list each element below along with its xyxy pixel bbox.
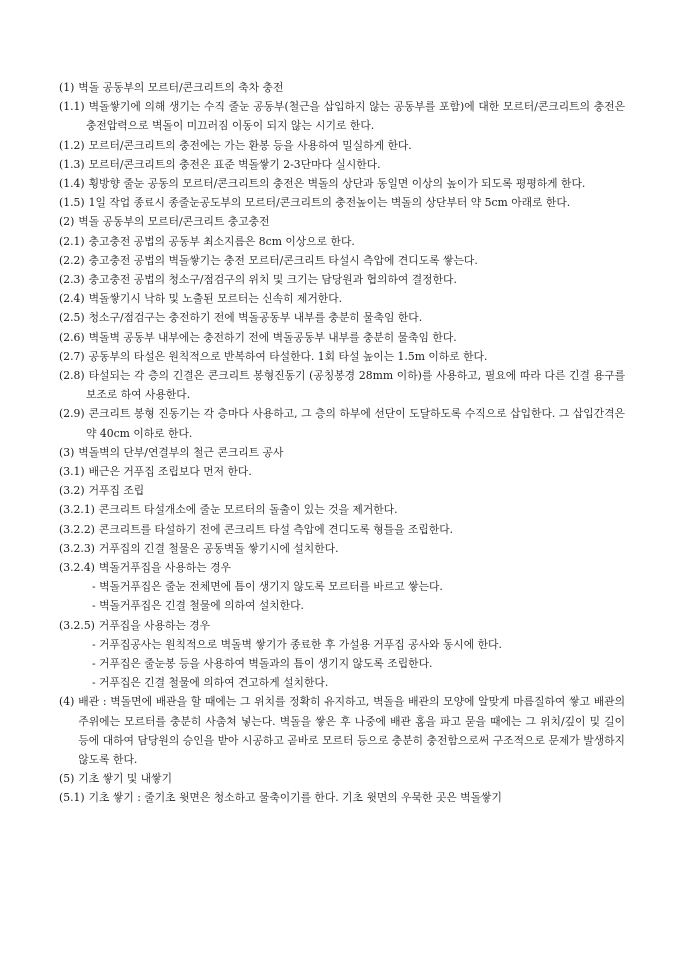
numbered-paragraph bbox=[59, 558, 625, 577]
paragraph-text: 콘크리트 봉형 진동기는 각 층마다 사용하고, 그 층의 하부에 선단이 도달하도록 수직으로 삽입한다. 그 삽입간격은 약 40cm 이하로 한다. bbox=[86, 407, 625, 440]
numbered-paragraph bbox=[59, 520, 625, 539]
paragraph-text: 기초 쌓기 및 내쌓기 bbox=[78, 772, 173, 786]
numbered-paragraph bbox=[59, 136, 625, 155]
numbered-paragraph bbox=[59, 616, 625, 635]
numbered-paragraph bbox=[59, 78, 625, 97]
paragraph-text: 타설되는 각 층의 긴결은 콘크리트 봉형진동기 (공칭봉경 28mm 이하)를 사용하고, 필요에 따라 다른 긴결 용구를 보조로 하여 사용한다. bbox=[86, 369, 625, 402]
paragraph-number: (1.2) bbox=[59, 138, 85, 152]
paragraph-number: (1.3) bbox=[59, 157, 85, 171]
paragraph-number: (2.4) bbox=[59, 292, 85, 306]
paragraph-number: (2.9) bbox=[59, 407, 85, 421]
paragraph-text: 벽돌벽의 단부/연결부의 철근 콘크리트 공사 bbox=[78, 445, 284, 459]
paragraph-number: (2.8) bbox=[59, 369, 85, 383]
numbered-paragraph bbox=[59, 692, 625, 769]
bullet-item: - 벽돌거푸집은 긴결 철물에 의하여 설치한다. bbox=[92, 599, 304, 613]
bullet-item: - 거푸집은 줄눈봉 등을 사용하여 벽돌과의 틈이 생기지 않도록 조립한다. bbox=[92, 657, 433, 671]
paragraph-text: 콘크리트 타설개소에 줄눈 모르터의 돌출이 있는 것을 제거한다. bbox=[98, 503, 398, 517]
paragraph-text: 청소구/점검구는 충전하기 전에 벽돌공동부 내부를 충분히 물축임 한다. bbox=[88, 311, 423, 325]
bullet-item: - 벽돌거푸집은 줄눈 전체면에 틈이 생기지 않도록 모르터를 바르고 쌓는다. bbox=[92, 580, 443, 594]
numbered-paragraph bbox=[59, 404, 625, 442]
paragraph-number: (2.1) bbox=[59, 234, 85, 248]
numbered-paragraph bbox=[59, 500, 625, 519]
paragraph-number: (5) bbox=[59, 772, 75, 786]
numbered-paragraph bbox=[59, 193, 625, 212]
numbered-paragraph bbox=[59, 481, 625, 500]
numbered-paragraph bbox=[59, 155, 625, 174]
numbered-paragraph bbox=[59, 769, 625, 788]
paragraph-number: (3.1) bbox=[59, 465, 85, 479]
numbered-paragraph bbox=[59, 443, 625, 462]
paragraph-text: 벽돌쌓기에 의해 생기는 수직 줄눈 공동부(철근을 삽입하지 않는 공동부를 포함)에 대한 모르터/콘크리트의 충전은 충전압력으로 벽돌이 미끄러짐 이동이 되지 않는 시기로 한다. bbox=[86, 100, 625, 133]
paragraph-text: 충고충전 공법의 청소구/점검구의 위치 및 크기는 담당원과 협의하여 결정한다. bbox=[88, 273, 457, 287]
paragraph-number: (3.2.2) bbox=[59, 522, 95, 536]
numbered-paragraph bbox=[59, 289, 625, 308]
numbered-paragraph bbox=[59, 366, 625, 404]
numbered-paragraph bbox=[59, 328, 625, 347]
paragraph-number: (1.1) bbox=[59, 100, 85, 114]
numbered-paragraph bbox=[59, 308, 625, 327]
paragraph-text: 충고충전 공법의 벽돌쌓기는 충전 모르터/콘크리트 타설시 측압에 견디도록 쌓는다. bbox=[88, 253, 478, 267]
paragraph-text: 횡방향 줄눈 공동의 모르터/콘크리트의 충전은 벽돌의 상단과 동일면 이상의 높이가 되도록 평평하게 한다. bbox=[88, 177, 586, 191]
paragraph-number: (3) bbox=[59, 445, 75, 459]
numbered-paragraph bbox=[59, 270, 625, 289]
document-body bbox=[59, 78, 625, 808]
paragraph-text: 벽돌벽 공동부 내부에는 충전하기 전에 벽돌공동부 내부를 충분히 물축임 한다. bbox=[88, 330, 457, 344]
paragraph-text: 모르터/콘크리트의 충전은 표준 벽돌쌓기 2-3단마다 실시한다. bbox=[88, 157, 381, 171]
paragraph-number: (3.2.5) bbox=[59, 618, 95, 632]
numbered-paragraph bbox=[59, 347, 625, 366]
numbered-paragraph bbox=[59, 788, 625, 807]
paragraph-text: 벽돌 공동부의 모르터/콘크리트 충고충전 bbox=[78, 215, 270, 229]
paragraph-text: 거푸집 조립 bbox=[88, 484, 145, 498]
paragraph-text: 기초 쌓기 : 줄기초 윗면은 청소하고 물축이기를 한다. 기초 윗면의 우묵한 곳은 벽돌쌓기 bbox=[88, 791, 502, 805]
paragraph-number: (2.6) bbox=[59, 330, 85, 344]
paragraph-number: (3.2.3) bbox=[59, 541, 95, 555]
numbered-paragraph bbox=[59, 251, 625, 270]
numbered-paragraph bbox=[59, 462, 625, 481]
numbered-paragraph bbox=[59, 212, 625, 231]
paragraph-number: (5.1) bbox=[59, 791, 85, 805]
paragraph-number: (2.3) bbox=[59, 273, 85, 287]
paragraph-text: 공동부의 타설은 원칙적으로 반복하여 타설한다. 1회 타설 높이는 1.5m 이하로 한다. bbox=[88, 349, 488, 363]
paragraph-text: 거푸집의 긴결 철물은 공동벽돌 쌓기시에 설치한다. bbox=[98, 541, 339, 555]
paragraph-number: (3.2.4) bbox=[59, 561, 95, 575]
paragraph-number: (1) bbox=[59, 81, 75, 94]
paragraph-text: 벽돌 공동부의 모르터/콘크리트의 축차 충전 bbox=[78, 81, 284, 94]
paragraph-text: 벽돌거푸집을 사용하는 경우 bbox=[98, 561, 231, 575]
paragraph-number: (3.2.1) bbox=[59, 503, 95, 517]
paragraph-text: 1일 작업 종료시 종줄눈공도부의 모르터/콘크리트의 충전높이는 벽돌의 상단부터 약 5cm 아래로 한다. bbox=[88, 196, 571, 210]
paragraph-number: (2.5) bbox=[59, 311, 85, 325]
paragraph-text: 모르터/콘크리트의 충전에는 가는 환봉 등을 사용하여 밀실하게 한다. bbox=[88, 138, 412, 152]
paragraph-text: 거푸집을 사용하는 경우 bbox=[98, 618, 211, 632]
bullet-item: - 거푸집공사는 원칙적으로 벽돌벽 쌓기가 종료한 후 가설용 거푸집 공사와 동시에 한다. bbox=[92, 637, 502, 651]
bullet-item: - 거푸집은 긴결 철물에 의하여 견고하게 설치한다. bbox=[92, 676, 329, 690]
paragraph-text: 배근은 거푸집 조립보다 먼저 한다. bbox=[88, 465, 252, 479]
numbered-paragraph bbox=[59, 174, 625, 193]
paragraph-number: (3.2) bbox=[59, 484, 85, 498]
paragraph-text: 배관 : 벽돌면에 배관을 할 때에는 그 위치를 정확히 유지하고, 벽돌을 배관의 모양에 알맞게 마름질하여 쌓고 배관의 주위에는 모르터를 충분히 사춤쳐 넣는다. 벽돌을 쌓은 후 나중에 배관 홈을 파고 묻을 때에는 그 위치/깊이 및 길이 등에 대하여 담당원의 승인을 받아 시공하고 곧바로 모르터 등으로 충분히 충전함으로써 구조적으로 문제가 발생하지 않도록 한다. bbox=[78, 695, 625, 767]
paragraph-number: (1.5) bbox=[59, 196, 85, 210]
paragraph-text: 벽돌쌓기시 낙하 및 노출된 모르터는 신속히 제거한다. bbox=[88, 292, 343, 306]
numbered-paragraph bbox=[59, 232, 625, 251]
numbered-paragraph bbox=[59, 539, 625, 558]
paragraph-number: (2) bbox=[59, 215, 75, 229]
paragraph-number: (4) bbox=[59, 695, 75, 709]
paragraph-text: 콘크리트를 타설하기 전에 콘크리트 타설 측압에 견디도록 형틀을 조립한다. bbox=[98, 522, 454, 536]
paragraph-number: (1.4) bbox=[59, 177, 85, 191]
paragraph-number: (2.7) bbox=[59, 349, 85, 363]
paragraph-number: (2.2) bbox=[59, 253, 85, 267]
paragraph-text: 충고충전 공법의 공동부 최소지름은 8cm 이상으로 한다. bbox=[88, 234, 355, 248]
numbered-paragraph bbox=[59, 97, 625, 135]
